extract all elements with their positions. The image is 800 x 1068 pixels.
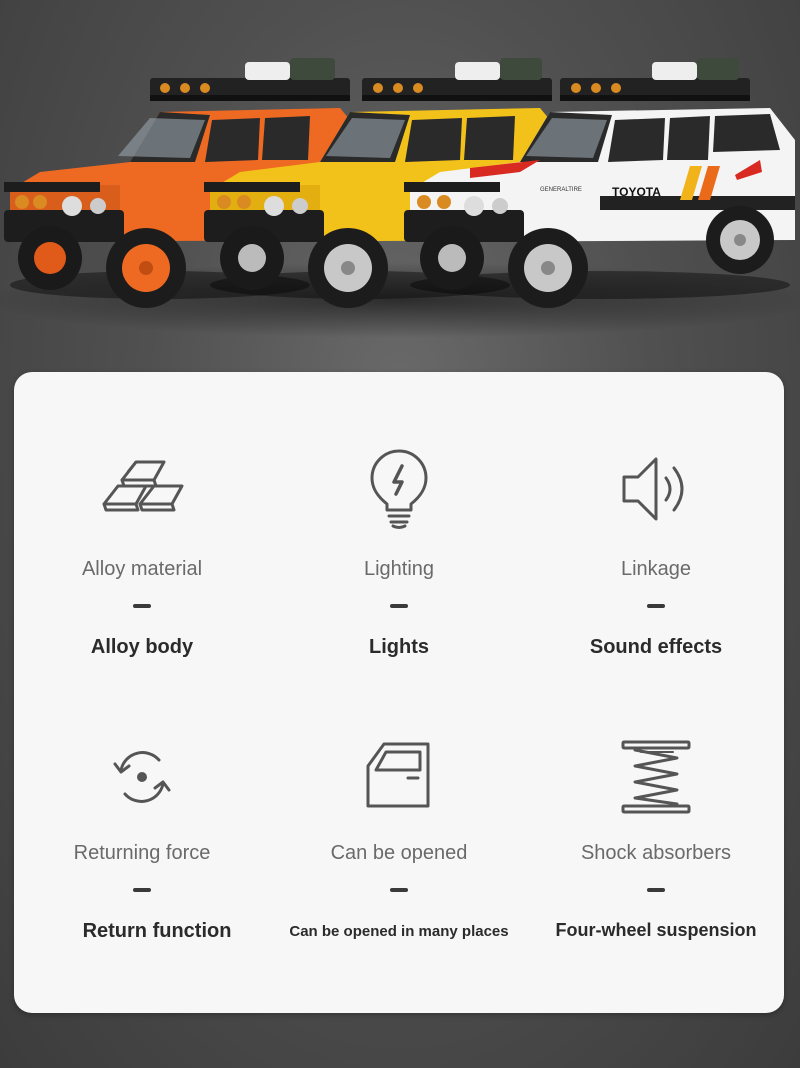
- divider-dash: [133, 888, 151, 892]
- feature-can-be-opened: [271, 692, 527, 1012]
- feature-value: Four-wheel suspension: [555, 920, 757, 940]
- feature-label: Returning force: [73, 842, 211, 864]
- feature-shock-absorbers: [528, 692, 784, 1012]
- light-bulb-icon: [367, 448, 431, 530]
- car-door-icon: [364, 740, 434, 810]
- feature-value: Lights: [369, 636, 429, 658]
- feature-returning-force: [14, 692, 270, 1012]
- spring-icon: [621, 740, 691, 814]
- speaker-icon: [618, 454, 694, 524]
- divider-dash: [133, 604, 151, 608]
- features-card: [14, 372, 784, 1013]
- feature-alloy: [14, 372, 270, 692]
- divider-dash: [390, 888, 408, 892]
- feature-value: Sound effects: [589, 636, 723, 658]
- feature-value: Alloy body: [90, 636, 194, 658]
- rotate-icon: [109, 744, 175, 810]
- feature-label: Alloy material: [81, 558, 203, 580]
- divider-dash: [390, 604, 408, 608]
- feature-label: Shock absorbers: [580, 842, 732, 864]
- feature-label: Linkage: [620, 558, 692, 580]
- gold-bars-icon: [94, 454, 190, 526]
- divider-dash: [647, 888, 665, 892]
- feature-label: Lighting: [363, 558, 435, 580]
- feature-value: Return function: [82, 920, 232, 942]
- feature-label: Can be opened: [330, 842, 468, 864]
- car-sponsor-text: GENERALTIRE: [540, 187, 582, 193]
- feature-linkage: [528, 372, 784, 692]
- feature-value: Can be opened in many places: [289, 923, 509, 940]
- feature-lighting: [271, 372, 527, 692]
- product-photo: [0, 0, 800, 372]
- car-brand-text: TOYOTA: [612, 185, 661, 199]
- divider-dash: [647, 604, 665, 608]
